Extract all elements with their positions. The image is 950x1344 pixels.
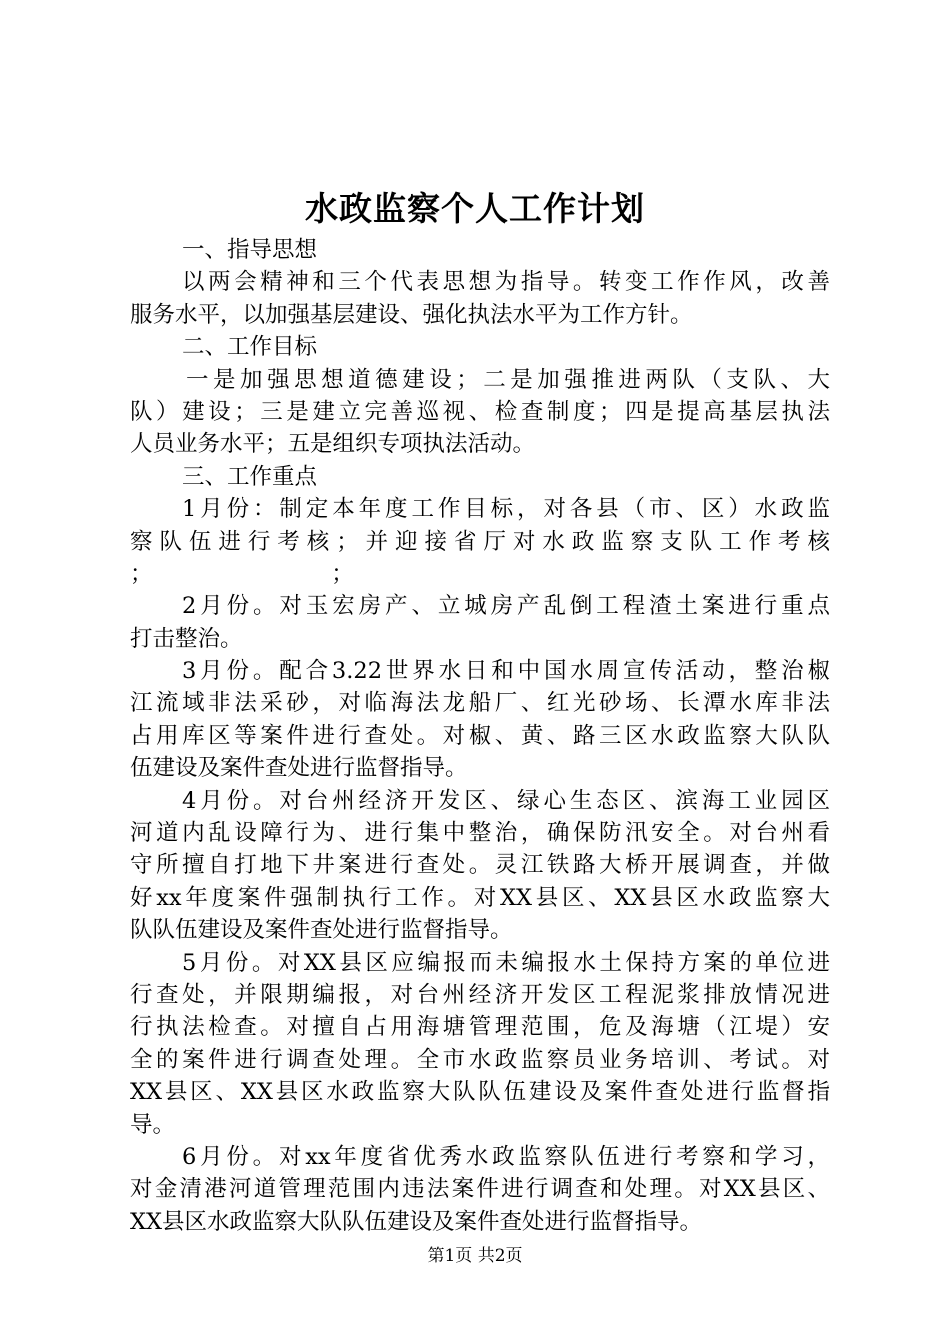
body-line: 队）建设；三是建立完善巡视、检查制度；四是提高基层执法: [130, 398, 830, 425]
body-line: 好xx年度案件强制执行工作。对XX县区、XX县区水政监察大: [130, 884, 830, 911]
body-line: 以两会精神和三个代表思想为指导。转变工作作风，改善: [182, 269, 830, 296]
body-line: 导。: [130, 1111, 176, 1138]
body-line: 3月份。配合3.22世界水日和中国水周宣传活动，整治椒: [182, 658, 830, 685]
document-title: 水政监察个人工作计划: [305, 189, 645, 228]
body-line: 占用库区等案件进行查处。对椒、黄、路三区水政监察大队队: [130, 722, 830, 749]
body-line: 守所擅自打地下井案进行查处。灵江铁路大桥开展调查，并做: [130, 852, 830, 879]
body-line: 队队伍建设及案件查处进行监督指导。: [130, 917, 513, 944]
body-line: 4月份。对台州经济开发区、绿心生态区、滨海工业园区: [182, 787, 830, 814]
document-body: [130, 234, 830, 1238]
body-line: ； ；: [130, 560, 354, 587]
body-line: 打击整治。: [130, 625, 243, 652]
body-line: 一是加强思想道德建设；二是加强推进两队（支队、大: [186, 366, 830, 393]
body-line: XX县区、XX县区水政监察大队队伍建设及案件查处进行监督指: [130, 1079, 830, 1106]
body-line: 6月份。对xx年度省优秀水政监察队伍进行考察和学习，: [182, 1143, 830, 1170]
body-line: 2月份。对玉宏房产、立城房产乱倒工程渣土案进行重点: [182, 593, 830, 620]
body-line: 人员业务水平；五是组织专项执法活动。: [130, 431, 536, 458]
body-line: 河道内乱设障行为、进行集中整治，确保防汛安全。对台州看: [130, 820, 830, 847]
body-line: 服务水平，以加强基层建设、强化执法水平为工作方针。: [130, 301, 693, 328]
body-line: 5月份。对XX县区应编报而未编报水土保持方案的单位进: [182, 949, 830, 976]
body-line: 全的案件进行调查处理。全市水政监察员业务培训、考试。对: [130, 1046, 830, 1073]
body-line: XX县区水政监察大队队伍建设及案件查处进行监督指导。: [130, 1208, 703, 1235]
body-line: 1月份：制定本年度工作目标，对各县（市、区）水政监: [182, 496, 830, 523]
section-heading-work-goals: 二、工作目标: [182, 334, 318, 361]
body-line: 行查处，并限期编报，对台州经济开发区工程泥浆排放情况进: [130, 981, 830, 1008]
body-line: 江流域非法采砂，对临海法龙船厂、红光砂场、长潭水库非法: [130, 690, 830, 717]
body-line: 伍建设及案件查处进行监督指导。: [130, 755, 468, 782]
body-line: 行执法检查。对擅自占用海塘管理范围，危及海塘（江堤）安: [130, 1014, 830, 1041]
body-line: 察队伍进行考核；并迎接省厅对水政监察支队工作考核: [130, 528, 830, 555]
section-heading-work-focus: 三、工作重点: [182, 463, 318, 490]
section-heading-guiding-thought: 一、指导思想: [182, 237, 318, 263]
body-line: 对金清港河道管理范围内违法案件进行调查和处理。对XX县区、: [130, 1176, 830, 1203]
page-footer: 第1页 共2页: [427, 1246, 523, 1266]
